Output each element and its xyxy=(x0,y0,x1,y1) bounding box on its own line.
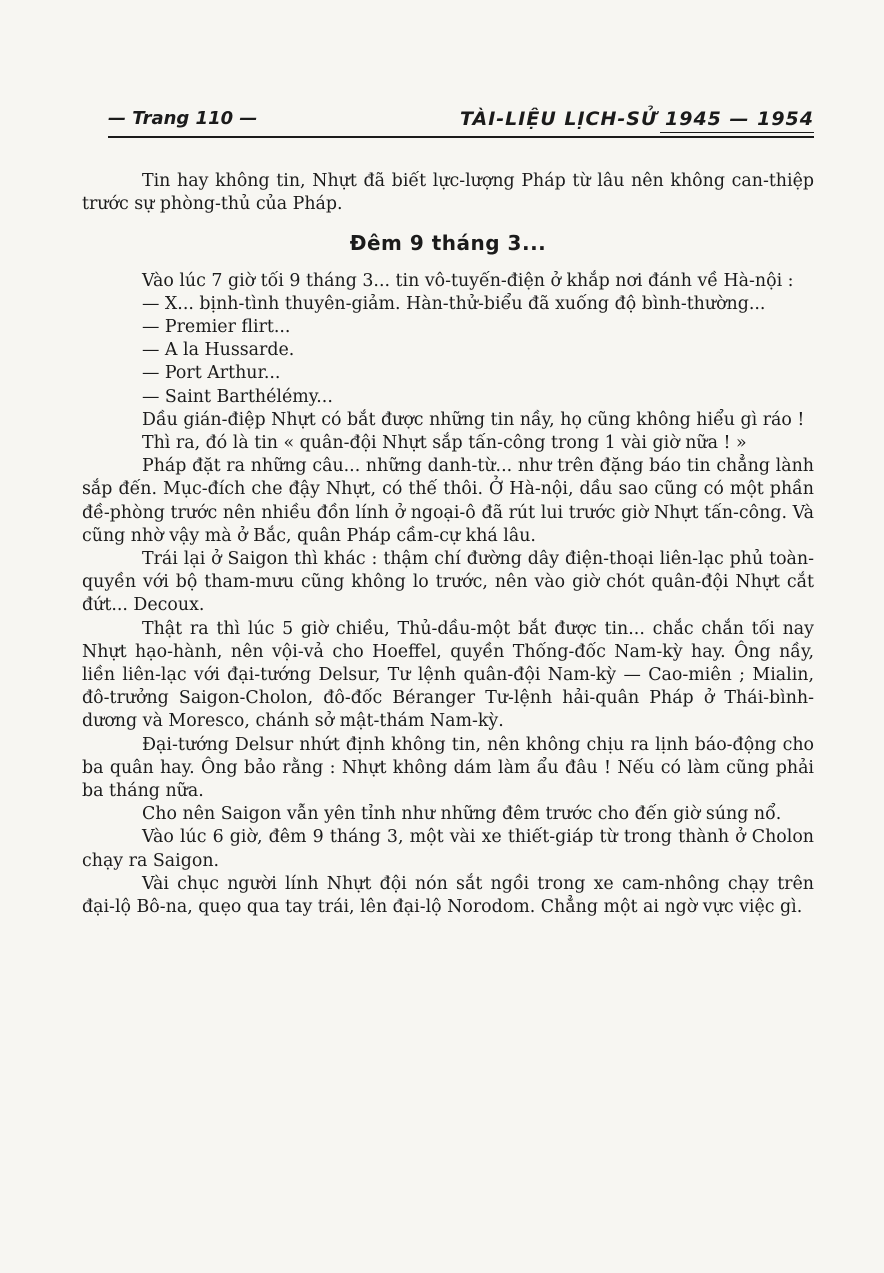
page-number: — Trang 110 — xyxy=(108,108,258,129)
code-message-4: — Port Arthur... xyxy=(142,363,281,384)
code-message-1: — X... bịnh-tình thuyên-giảm. Hàn-thử-biểu đã xuống độ bình-thường... xyxy=(142,293,766,314)
page-body xyxy=(82,170,814,919)
paragraph-3: Thì ra, đó là tin « quân-đội Nhựt sắp tấn-công trong 1 vài giờ nữa ! » xyxy=(142,433,747,454)
paragraph-4: Pháp đặt ra những câu... những danh-từ... như trên đặng báo tin chẳng lành sắp đến. Mục-đích che đậy Nhựt, có thế thôi. Ở Hà-nội, dầu sao cũng có một phần đề-phòng trước nên nhiều đồn lính ở ngoại-ô đã rút lui trước giờ Nhựt tấn-công. Và cũng nhờ vậy mà ở Bắc, quân Pháp cầm-cự khá lâu. xyxy=(82,456,814,546)
page-header xyxy=(108,108,814,138)
paragraph-8: Cho nên Saigon vẫn yên tỉnh như những đêm trước cho đến giờ súng nổ. xyxy=(142,804,782,825)
paragraph-2: Dầu gián-điệp Nhựt có bắt được những tin nầy, họ cũng không hiểu gì ráo ! xyxy=(142,409,805,430)
paragraph-6: Thật ra thì lúc 5 giờ chiều, Thủ-dầu-một bắt được tin... chắc chắn tối nay Nhựt hạo-hành, nên vội-vả cho Hoeffel, quyền Thống-đốc Nam-kỳ hay. Ông nầy, liền liên-lạc với đại-tướng Delsur, Tư lệnh quân-đội Nam-kỳ — Cao-miên ; Mialin, đô-trưởng Saigon-Cholon, đô-đốc Béranger Tư-lệnh hải-quân Pháp ở Thái-bình-dương và Moresco, chánh sở mật-thám Nam-kỳ. xyxy=(82,618,814,732)
intro-paragraph: Tin hay không tin, Nhựt đã biết lực-lượng Pháp từ lâu nên không can-thiệp trước sự phòng-thủ của Pháp. xyxy=(82,171,814,215)
paragraph-7: Đại-tướng Delsur nhứt định không tin, nên không chịu ra lịnh báo-động cho ba quân hay. Ông bảo rằng : Nhựt không dám làm ẩu đâu ! Nếu có làm cũng phải ba tháng nữa. xyxy=(82,734,814,802)
paragraph-5: Trái lại ở Saigon thì khác : thậm chí đường dây điện-thoại liên-lạc phủ toàn-quyền với bộ tham-mưu cũng không lo trước, nên vào giờ chót quân-đội Nhựt cắt đứt... Decoux. xyxy=(82,549,814,616)
paragraph-9: Vào lúc 6 giờ, đêm 9 tháng 3, một vài xe thiết-giáp từ trong thành ở Cholon chạy ra Saigon. xyxy=(82,827,814,871)
section-title: Đêm 9 tháng 3... xyxy=(349,231,547,256)
book-title: TÀI-LIỆU LỊCH-SỬ 1945 — 1954 xyxy=(460,108,814,130)
paragraph-1: Vào lúc 7 giờ tối 9 tháng 3... tin vô-tuyến-điện ở khắp nơi đánh về Hà-nội : xyxy=(142,270,794,291)
code-message-2: — Premier flirt... xyxy=(142,317,291,338)
code-message-3: — A la Hussarde. xyxy=(142,340,295,361)
header-rule-short xyxy=(660,132,814,133)
code-message-5: — Saint Barthélémy... xyxy=(142,386,333,407)
header-rule xyxy=(108,136,814,138)
paragraph-10: Vài chục người lính Nhựt đội nón sắt ngồi trong xe cam-nhông chạy trên đại-lộ Bô-na, quẹo qua tay trái, lên đại-lộ Norodom. Chẳng một ai ngờ vực việc gì. xyxy=(82,873,814,918)
